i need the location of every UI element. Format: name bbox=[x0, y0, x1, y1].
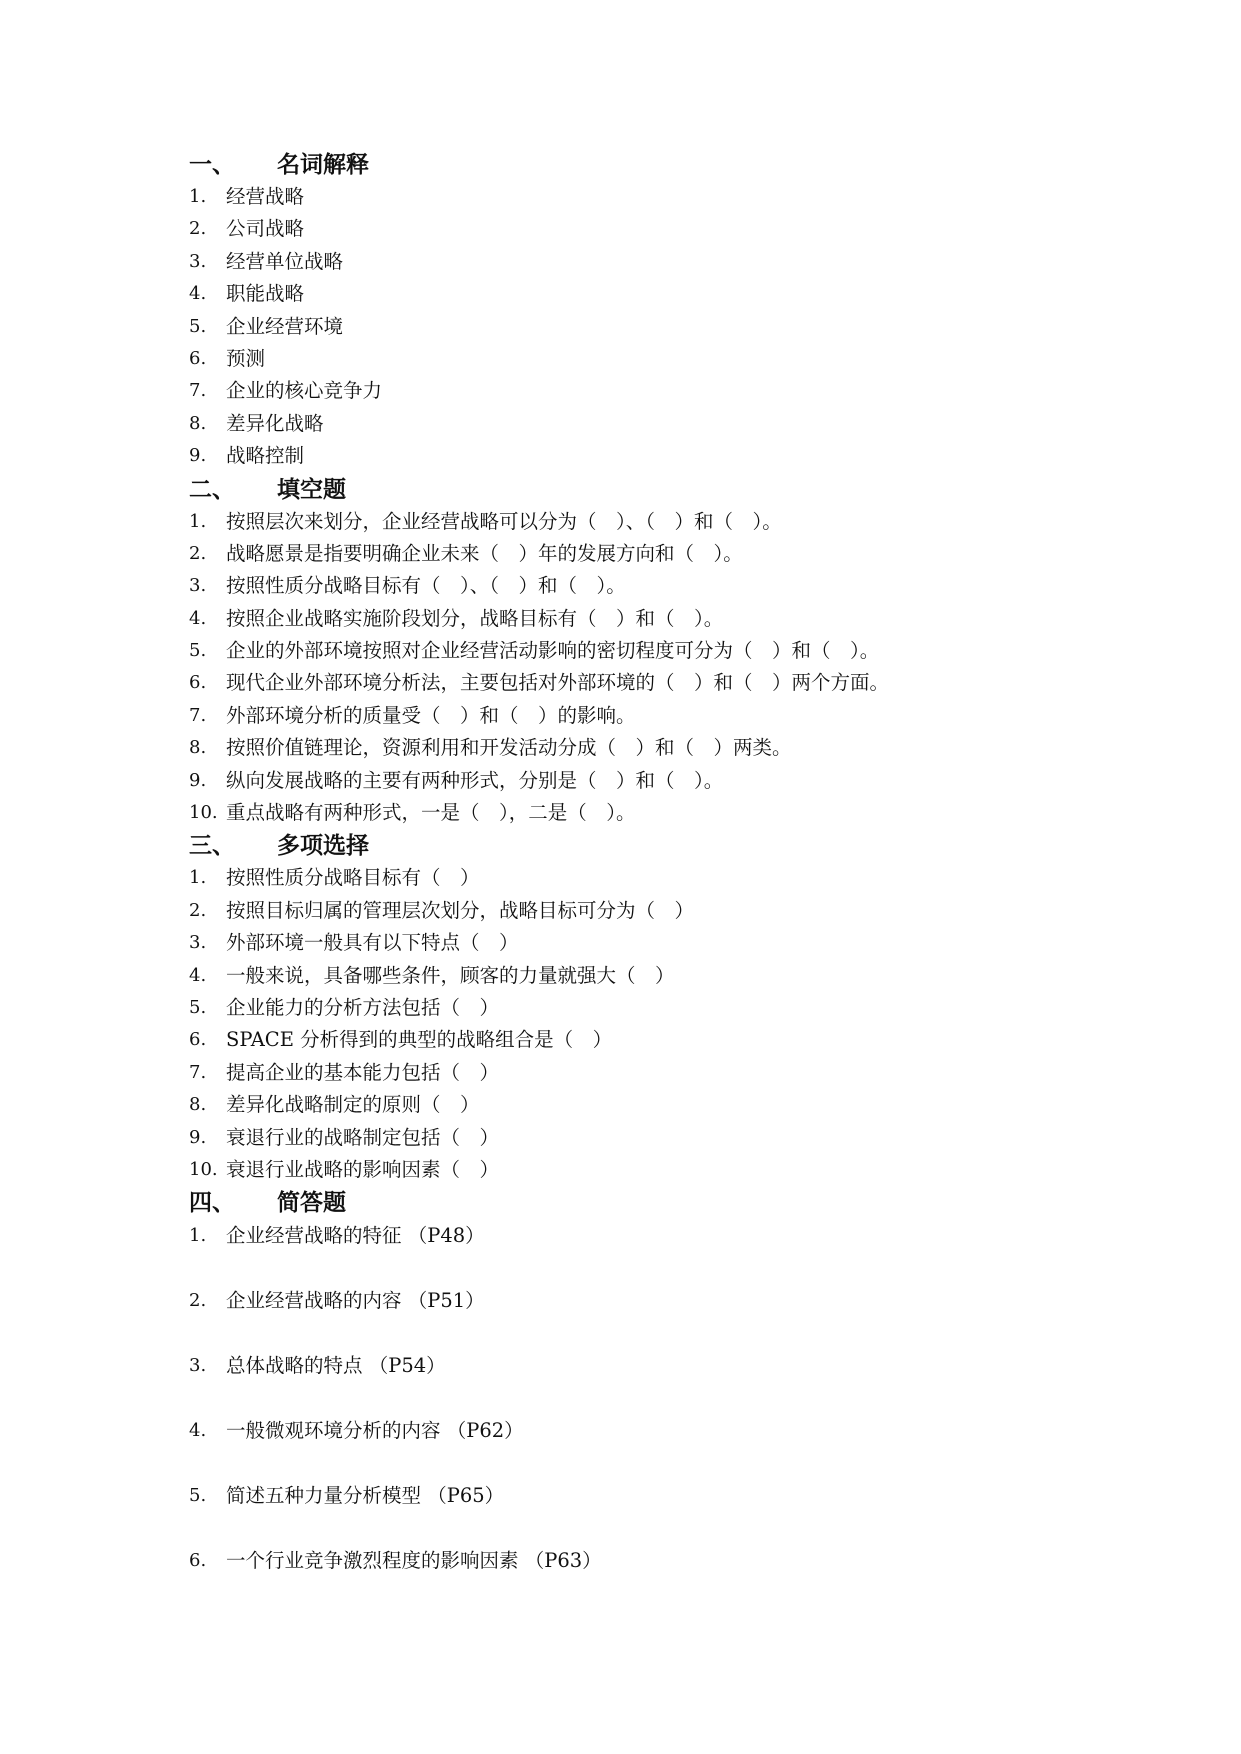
section-fill-blank bbox=[189, 473, 1149, 830]
item-text: 差异化战略制定的原则（ ） bbox=[226, 1093, 480, 1117]
list-item bbox=[189, 506, 1149, 538]
list-item bbox=[189, 862, 1149, 894]
section-heading bbox=[189, 148, 1149, 181]
list-item bbox=[189, 797, 1149, 829]
item-text: 提高企业的基本能力包括（ ） bbox=[226, 1060, 500, 1084]
item-text: 一般微观环境分析的内容 （P62） bbox=[226, 1419, 524, 1443]
item-text: 外部环境分析的质量受（ ）和（ ）的影响。 bbox=[226, 703, 636, 727]
section-title: 填空题 bbox=[277, 475, 346, 503]
item-number: 4. bbox=[189, 1420, 207, 1442]
item-text: 按照价值链理论，资源利用和开发活动分成（ ）和（ ）两类。 bbox=[226, 736, 792, 760]
item-number: 5. bbox=[189, 996, 207, 1018]
item-number: 5. bbox=[189, 315, 207, 337]
item-text: 企业经营战略的内容 （P51） bbox=[226, 1289, 485, 1313]
item-number: 2. bbox=[189, 218, 207, 240]
item-number: 7. bbox=[189, 1061, 207, 1083]
item-number: 6. bbox=[189, 672, 207, 694]
list-item bbox=[189, 960, 1149, 992]
item-number: 3. bbox=[189, 575, 207, 597]
item-number: 1. bbox=[189, 1225, 207, 1247]
list-item bbox=[189, 1219, 1149, 1284]
item-number: 3. bbox=[189, 250, 207, 272]
item-number: 8. bbox=[189, 737, 207, 759]
item-text: 企业的外部环境按照对企业经营活动影响的密切程度可分为（ ）和（ ）。 bbox=[226, 639, 880, 663]
list-item bbox=[189, 1057, 1149, 1089]
item-number: 2. bbox=[189, 542, 207, 564]
item-number: 7. bbox=[189, 704, 207, 726]
item-text: 职能战略 bbox=[226, 282, 305, 306]
list-item bbox=[189, 343, 1149, 375]
item-number: 10. bbox=[189, 802, 218, 824]
item-text: 经营单位战略 bbox=[226, 249, 344, 273]
item-text: 按照目标归属的管理层次划分，战略目标可分为（ ） bbox=[226, 898, 695, 922]
item-text: 简述五种力量分析模型 （P65） bbox=[226, 1484, 505, 1508]
item-number: 4. bbox=[189, 964, 207, 986]
section-heading bbox=[189, 829, 1149, 862]
item-number: 5. bbox=[189, 1485, 207, 1507]
list-item bbox=[189, 1349, 1149, 1414]
list-item bbox=[189, 1024, 1149, 1056]
list-item bbox=[189, 1154, 1149, 1186]
item-text: 企业经营环境 bbox=[226, 314, 344, 338]
section-number: 一、 bbox=[189, 151, 235, 178]
list-item bbox=[189, 895, 1149, 927]
item-text: 按照性质分战略目标有（ ） bbox=[226, 866, 480, 890]
list-item bbox=[189, 765, 1149, 797]
list-item bbox=[189, 700, 1149, 732]
item-number: 2. bbox=[189, 1290, 207, 1312]
section-title: 简答题 bbox=[277, 1189, 346, 1217]
item-number: 4. bbox=[189, 607, 207, 629]
section-number: 二、 bbox=[189, 475, 235, 503]
item-number: 6. bbox=[189, 1550, 207, 1572]
list-item bbox=[189, 1284, 1149, 1349]
item-text: SPACE 分析得到的典型的战略组合是（ ） bbox=[226, 1028, 613, 1052]
list-item bbox=[189, 1122, 1149, 1154]
item-text: 一个行业竞争激烈程度的影响因素 （P63） bbox=[226, 1549, 602, 1573]
item-text: 按照层次来划分，企业经营战略可以分为（ ）、（ ）和（ ）。 bbox=[226, 509, 782, 533]
section-number: 四、 bbox=[189, 1189, 235, 1217]
item-number: 10. bbox=[189, 1158, 218, 1180]
list-item bbox=[189, 246, 1149, 278]
item-text: 经营战略 bbox=[226, 185, 305, 208]
item-number: 2. bbox=[189, 899, 207, 921]
item-number: 1. bbox=[189, 510, 207, 532]
list-item bbox=[189, 927, 1149, 959]
item-text: 纵向发展战略的主要有两种形式，分别是（ ）和（ ）。 bbox=[226, 768, 724, 792]
item-number: 3. bbox=[189, 932, 207, 954]
list-item bbox=[189, 732, 1149, 764]
item-number: 4. bbox=[189, 283, 207, 305]
section-heading bbox=[189, 1186, 1149, 1219]
item-number: 5. bbox=[189, 640, 207, 662]
item-number: 1. bbox=[189, 186, 207, 207]
list-item bbox=[189, 311, 1149, 343]
item-number: 9. bbox=[189, 1126, 207, 1148]
section-title: 名词解释 bbox=[277, 151, 369, 178]
item-text: 战略控制 bbox=[226, 444, 305, 468]
list-item bbox=[189, 213, 1149, 245]
list-item bbox=[189, 181, 1149, 213]
item-text: 企业经营战略的特征 （P48） bbox=[226, 1224, 485, 1248]
list-item bbox=[189, 992, 1149, 1024]
list-item bbox=[189, 1479, 1149, 1544]
item-number: 6. bbox=[189, 347, 207, 369]
item-text: 重点战略有两种形式，一是（ ），二是（ ）。 bbox=[226, 801, 636, 825]
list-item bbox=[189, 1544, 1149, 1609]
item-text: 现代企业外部环境分析法，主要包括对外部环境的（ ）和（ ）两个方面。 bbox=[226, 671, 890, 695]
list-item bbox=[189, 1089, 1149, 1121]
item-text: 公司战略 bbox=[226, 217, 305, 241]
section-heading bbox=[189, 473, 1149, 506]
item-number: 8. bbox=[189, 1094, 207, 1116]
item-text: 总体战略的特点 （P54） bbox=[226, 1354, 446, 1378]
list-item bbox=[189, 1414, 1149, 1479]
item-text: 衰退行业战略的影响因素（ ） bbox=[226, 1157, 500, 1181]
list-item bbox=[189, 667, 1149, 699]
list-item bbox=[189, 375, 1149, 407]
item-text: 企业的核心竞争力 bbox=[226, 379, 383, 403]
list-item bbox=[189, 278, 1149, 310]
item-number: 3. bbox=[189, 1355, 207, 1377]
item-text: 按照企业战略实施阶段划分，战略目标有（ ）和（ ）。 bbox=[226, 606, 724, 630]
item-number: 6. bbox=[189, 1029, 207, 1051]
item-text: 衰退行业的战略制定包括（ ） bbox=[226, 1125, 500, 1149]
section-number: 三、 bbox=[189, 832, 235, 860]
item-text: 预测 bbox=[226, 346, 266, 370]
list-item bbox=[189, 603, 1149, 635]
item-number: 9. bbox=[189, 769, 207, 791]
item-text: 一般来说，具备哪些条件，顾客的力量就强大（ ） bbox=[226, 963, 675, 987]
list-item bbox=[189, 570, 1149, 602]
item-text: 外部环境一般具有以下特点（ ） bbox=[226, 931, 519, 955]
item-text: 差异化战略 bbox=[226, 411, 324, 435]
section-terms bbox=[189, 148, 1149, 473]
item-text: 按照性质分战略目标有（ ）、（ ）和（ ）。 bbox=[226, 574, 626, 598]
list-item bbox=[189, 440, 1149, 472]
document-content bbox=[189, 148, 1149, 1609]
section-title: 多项选择 bbox=[277, 832, 369, 860]
section-short-answer bbox=[189, 1186, 1149, 1609]
item-number: 7. bbox=[189, 380, 207, 402]
item-number: 9. bbox=[189, 445, 207, 467]
item-number: 8. bbox=[189, 412, 207, 434]
item-text: 企业能力的分析方法包括（ ） bbox=[226, 995, 500, 1019]
list-item bbox=[189, 408, 1149, 440]
item-number: 1. bbox=[189, 867, 207, 889]
list-item bbox=[189, 635, 1149, 667]
item-text: 战略愿景是指要明确企业未来（ ）年的发展方向和（ ）。 bbox=[226, 541, 743, 565]
section-multiple-choice bbox=[189, 829, 1149, 1186]
list-item bbox=[189, 538, 1149, 570]
